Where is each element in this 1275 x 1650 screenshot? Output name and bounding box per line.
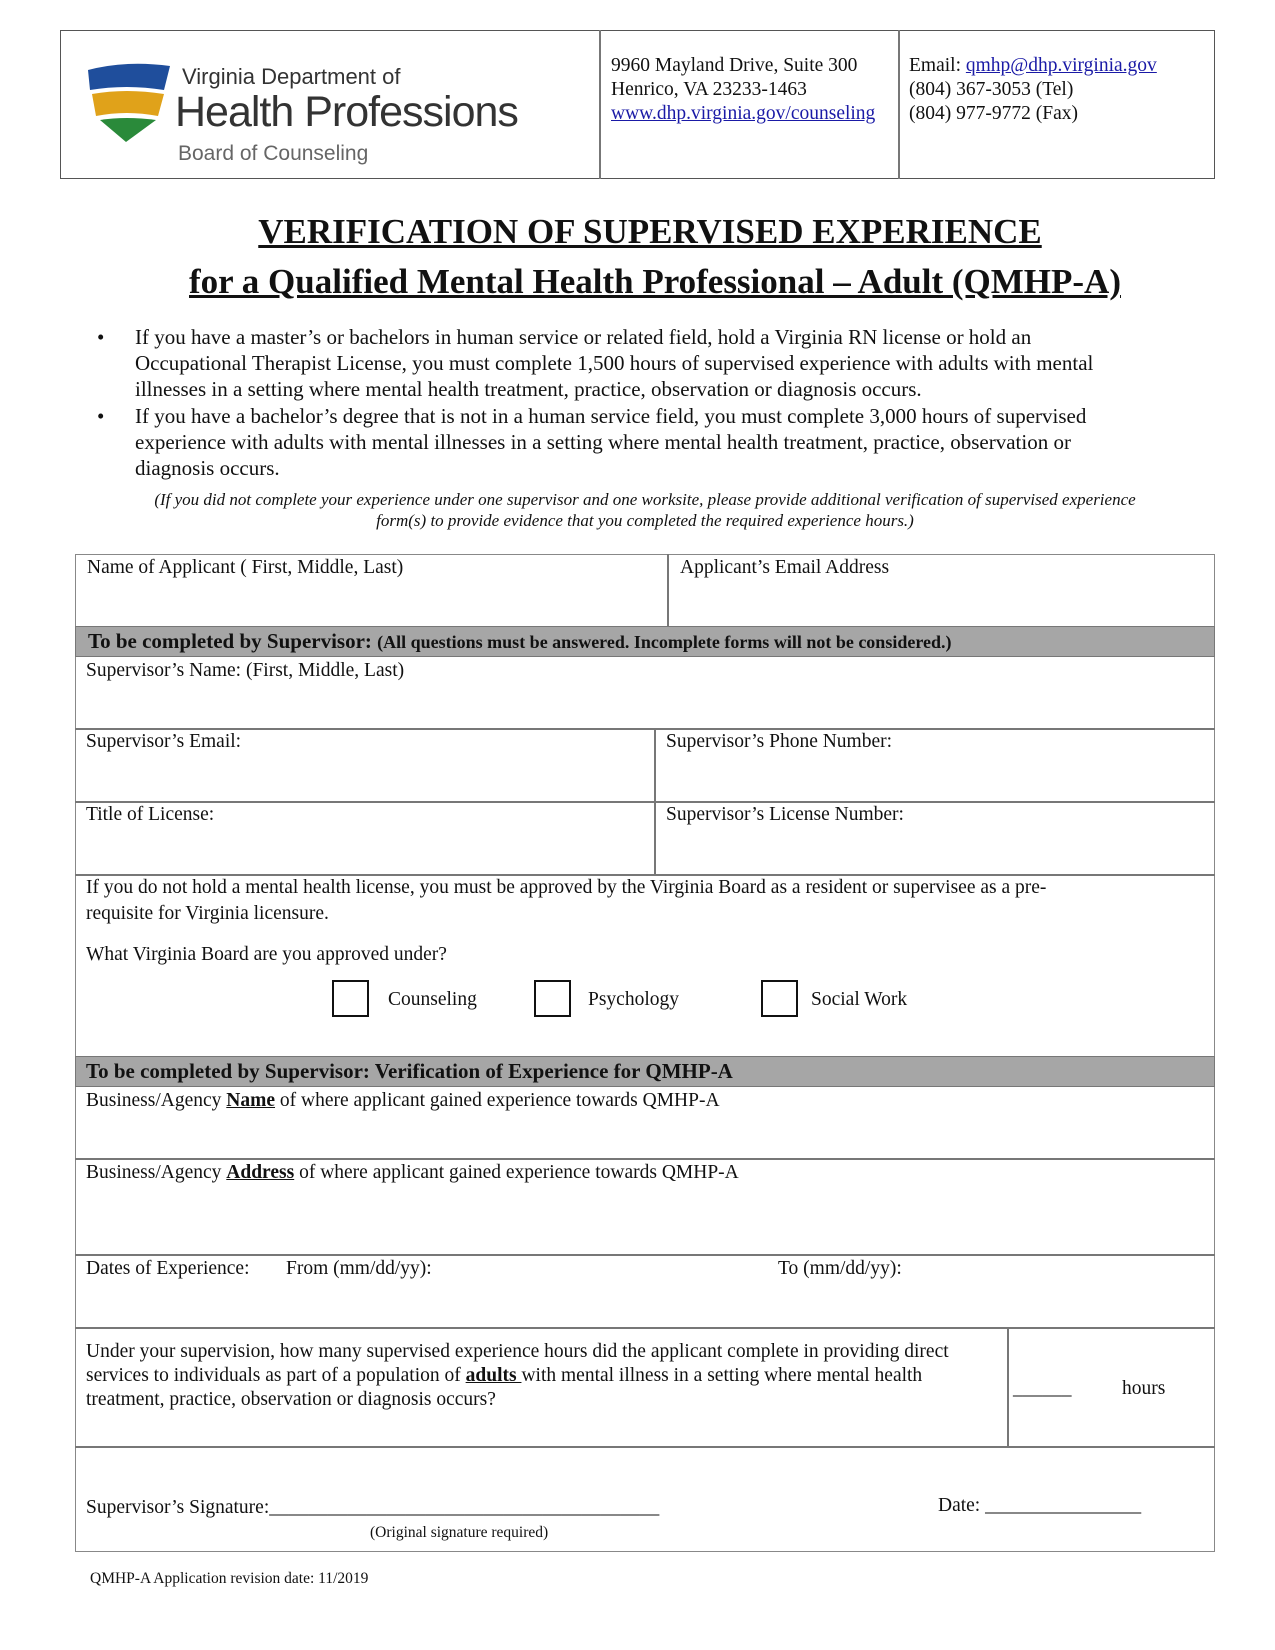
agency-address-field[interactable] xyxy=(86,1162,739,1184)
email-line xyxy=(909,55,1157,77)
counseling-checkbox[interactable] xyxy=(332,980,369,1017)
title-line1: VERIFICATION OF SUPERVISED EXPERIENCE xyxy=(258,212,1042,251)
hours-input[interactable]: ______ xyxy=(1013,1378,1072,1399)
supervisor-name-field[interactable]: Supervisor’s Name: (First, Middle, Last) xyxy=(86,660,405,681)
agency-name-field[interactable] xyxy=(86,1090,720,1112)
from-date-field[interactable]: From (mm/dd/yy): xyxy=(286,1258,432,1279)
license-number-field[interactable]: Supervisor’s License Number: xyxy=(666,804,904,825)
revision-footer: QMHP-A Application revision date: 11/2019 xyxy=(90,1570,369,1587)
label-bold: Name xyxy=(226,1090,276,1111)
bullet-icon: • xyxy=(97,325,105,349)
tel: (804) 367-3053 (Tel) xyxy=(909,79,1074,100)
signature-note: (Original signature required) xyxy=(370,1524,549,1541)
social-work-label: Social Work xyxy=(811,989,908,1010)
section-title: To be completed by Supervisor: xyxy=(88,629,372,653)
board-text: requisite for Virginia licensure. xyxy=(86,903,329,924)
hours-question xyxy=(86,1365,922,1387)
counseling-label: Counseling xyxy=(388,989,477,1010)
title-line2: for a Qualified Mental Health Professional – Adult (QMHP-A) xyxy=(189,262,1121,301)
bullet-text: diagnosis occurs. xyxy=(135,456,280,480)
signature-field[interactable]: Supervisor’s Signature:________________________________________ xyxy=(86,1497,660,1518)
label: Business/Agency xyxy=(86,1090,227,1111)
label-bold: Address xyxy=(226,1162,295,1183)
note-line2: form(s) to provide evidence that you completed the required experience hours.) xyxy=(376,511,914,530)
divider xyxy=(898,30,900,179)
label: of where applicant gained experience towards QMHP-A xyxy=(294,1162,739,1183)
text: services to individuals as part of a population of xyxy=(86,1365,466,1386)
divider xyxy=(599,30,601,179)
address-line1: 9960 Mayland Drive, Suite 300 xyxy=(611,55,858,76)
label: Business/Agency xyxy=(86,1162,227,1183)
section-header-verification: To be completed by Supervisor: Verification of Experience for QMHP-A xyxy=(75,1056,1215,1087)
psychology-checkbox[interactable] xyxy=(534,980,571,1017)
social-work-checkbox[interactable] xyxy=(761,980,798,1017)
supervisor-phone-field[interactable]: Supervisor’s Phone Number: xyxy=(666,731,893,752)
label: of where applicant gained experience towards QMHP-A xyxy=(275,1090,720,1111)
hours-question: treatment, practice, observation or diagnosis occurs? xyxy=(86,1389,496,1410)
logo-line3: Board of Counseling xyxy=(178,142,369,165)
logo-line1: Virginia Department of xyxy=(182,64,401,89)
note-line1: (If you did not complete your experience under one supervisor and one worksite, please provide additional verification of supervised experience xyxy=(154,490,1136,509)
email-label: Email: xyxy=(909,55,966,76)
website-link[interactable]: www.dhp.virginia.gov/counseling xyxy=(611,103,876,124)
section-note: (All questions must be answered. Incomplete forms will not be considered.) xyxy=(377,632,952,652)
date-field[interactable]: Date: ________________ xyxy=(938,1495,1142,1516)
bullet-text: experience with adults with mental illnesses in a setting where mental health treatment, practice, observation or xyxy=(135,430,1071,454)
bullet-text: illnesses in a setting where mental health treatment, practice, observation or diagnosis occurs. xyxy=(135,377,922,401)
license-title-field[interactable]: Title of License: xyxy=(86,804,215,825)
supervisor-email-field[interactable]: Supervisor’s Email: xyxy=(86,731,242,752)
text: with mental illness in a setting where mental health xyxy=(521,1365,923,1386)
to-date-field[interactable]: To (mm/dd/yy): xyxy=(778,1258,902,1279)
board-question: What Virginia Board are you approved under? xyxy=(86,944,447,965)
applicant-name-field[interactable]: Name of Applicant ( First, Middle, Last) xyxy=(87,557,404,578)
text-bold: adults xyxy=(465,1365,522,1386)
logo-line2: Health Professions xyxy=(175,88,518,136)
applicant-email-field[interactable]: Applicant’s Email Address xyxy=(680,557,890,578)
psychology-label: Psychology xyxy=(588,989,680,1010)
fax: (804) 977-9772 (Fax) xyxy=(909,103,1078,124)
section-header-supervisor xyxy=(75,626,1215,657)
board-text: If you do not hold a mental health license, you must be approved by the Virginia Board as a resident or supervisee as a pre- xyxy=(86,877,1047,898)
bullet-icon: • xyxy=(97,404,105,428)
address-line2: Henrico, VA 23233-1463 xyxy=(611,79,807,100)
email-link[interactable]: qmhp@dhp.virginia.gov xyxy=(965,55,1157,76)
dhp-logo-icon xyxy=(86,60,172,142)
bullet-text: If you have a master’s or bachelors in human service or related field, hold a Virginia RN license or hold an xyxy=(135,325,1032,349)
bullet-text: If you have a bachelor’s degree that is not in a human service field, you must complete 3,000 hours of supervised xyxy=(135,404,1087,428)
hours-label: hours xyxy=(1122,1378,1166,1399)
dates-label: Dates of Experience: xyxy=(86,1258,250,1279)
hours-question: Under your supervision, how many supervised experience hours did the applicant complete in providing direct xyxy=(86,1341,949,1362)
bullet-text: Occupational Therapist License, you must complete 1,500 hours of supervised experience with adults with mental xyxy=(135,351,1094,375)
